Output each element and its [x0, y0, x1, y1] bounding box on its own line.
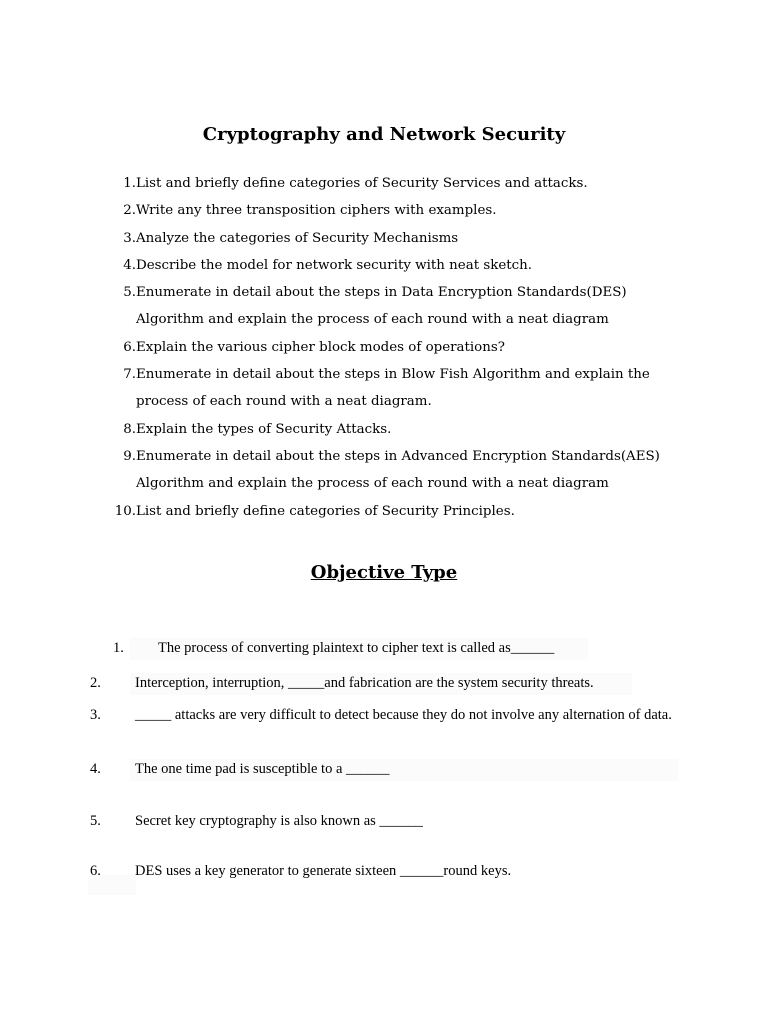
objective-text: The process of converting plaintext to cipher text is called as______	[158, 640, 555, 656]
question-text: List and briefly define categories of Security Services and attacks.	[136, 176, 588, 191]
question-text: Analyze the categories of Security Mechanisms	[136, 230, 459, 246]
question-text: Explain the types of Security Attacks.	[136, 421, 392, 437]
question-number: 10.	[114, 503, 136, 519]
question-number: 7.	[123, 367, 136, 383]
objective-section-title: Objective Type	[310, 562, 458, 583]
question-number: 3.	[123, 230, 136, 246]
question-text: Enumerate in detail about the steps in Data Encryption Standards(DES) Algorithm and explain the process of each round with a neat diagram	[136, 285, 627, 328]
question-number: 8.	[123, 421, 136, 437]
question-item	[100, 170, 690, 197]
question-number: 5.	[123, 285, 136, 301]
question-item	[100, 416, 690, 443]
question-text: Describe the model for network security with neat sketch.	[136, 257, 533, 273]
question-item	[100, 443, 690, 498]
objective-text: _____ attacks are very difficult to detect because they do not involve any alternation of data.	[135, 707, 672, 723]
question-text: Write any three transposition ciphers with examples.	[136, 203, 497, 219]
question-item	[100, 197, 690, 224]
question-number: 1.	[123, 176, 136, 191]
question-number: 6.	[123, 339, 136, 355]
objective-text: Secret key cryptography is also known as ______	[135, 813, 423, 829]
question-item	[100, 498, 690, 525]
question-item	[100, 279, 690, 334]
question-item	[100, 334, 690, 361]
question-item	[100, 252, 690, 279]
objective-text: Interception, interruption, _____and fabrication are the system security threats.	[135, 675, 594, 691]
question-item	[100, 361, 690, 416]
question-number: 9.	[123, 448, 136, 464]
question-number: 2.	[123, 203, 136, 219]
objective-number: 4.	[90, 761, 101, 777]
objective-number: 3.	[90, 707, 101, 723]
objective-number: 1.	[113, 640, 124, 656]
question-number: 4.	[123, 257, 136, 273]
objective-number: 6.	[90, 863, 101, 879]
objective-text: DES uses a key generator to generate sixteen ______round keys.	[135, 863, 512, 879]
question-text: Enumerate in detail about the steps in Blow Fish Algorithm and explain the process of each round with a neat diagram.	[136, 367, 650, 410]
question-text: Enumerate in detail about the steps in Advanced Encryption Standards(AES) Algorithm and explain the process of each round with a neat diagram	[136, 448, 660, 492]
question-list	[100, 170, 690, 525]
question-text: Explain the various cipher block modes of operations?	[136, 339, 505, 355]
objective-number: 5.	[90, 813, 101, 829]
document-title: Cryptography and Network Security	[202, 124, 566, 145]
objective-number: 2.	[90, 675, 101, 691]
question-text: List and briefly define categories of Security Principles.	[136, 503, 515, 519]
objective-text: The one time pad is susceptible to a ______	[135, 761, 390, 777]
question-item	[100, 225, 690, 252]
